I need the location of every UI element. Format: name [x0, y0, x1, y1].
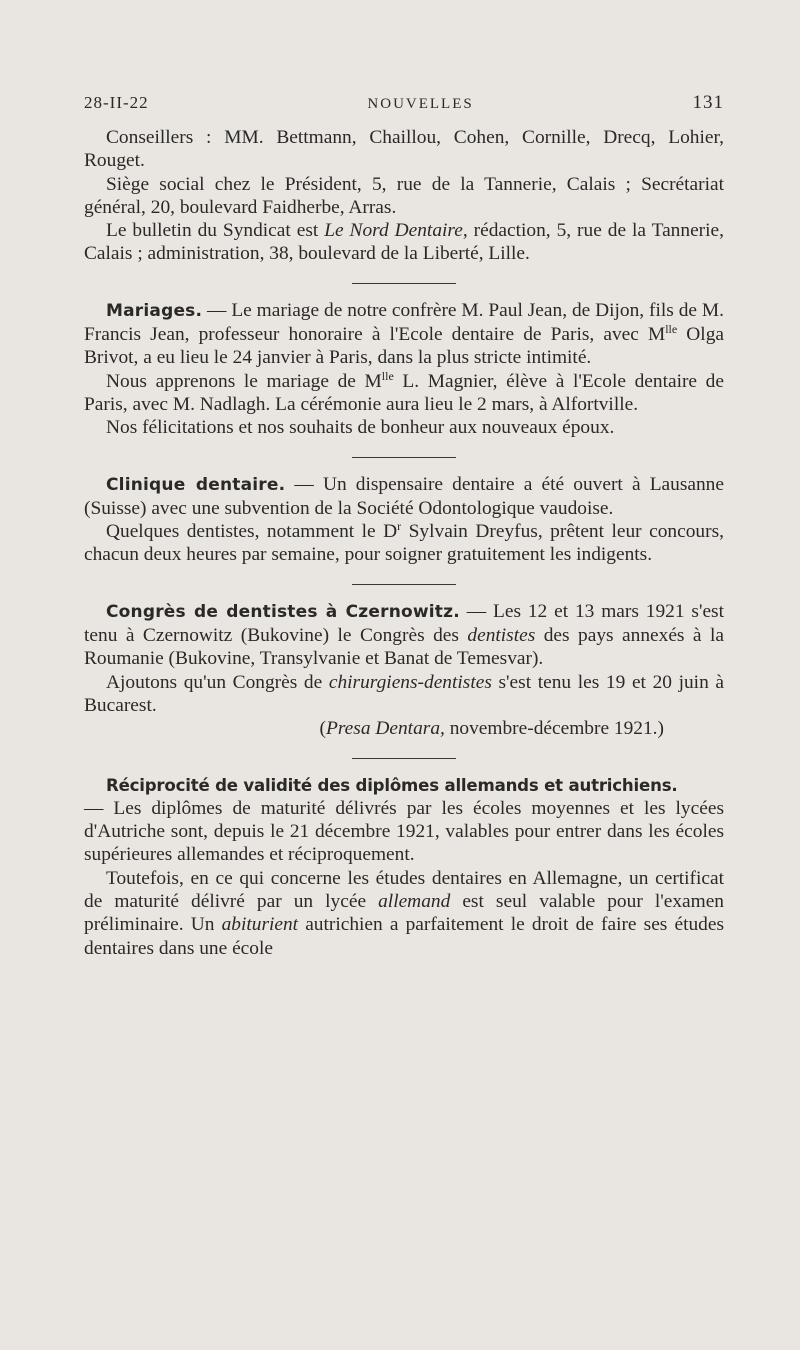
- journal-title: Le Nord Dentaire: [324, 220, 463, 242]
- paragraph-reciprocite-2: Toutefois, en ce qui concerne les études dentaires en Allemagne, un certificat de maturité délivré par un lycée allemand est seul valable pour l'examen préliminaire. Un abiturient autrichien a parfaitement le droit de faire ses études dentaires dans une école: [84, 867, 725, 959]
- paragraph-congres-2: Ajoutons qu'un Congrès de chirurgiens-dentistes s'est tenu les 19 et 20 juin à Bucarest.: [84, 671, 724, 716]
- paragraph-mariages-3: Nos félicitations et nos souhaits de bonheur aux nouveaux époux.: [106, 417, 615, 439]
- source-citation: (Presa Dentara, novembre-décembre 1921.): [319, 718, 664, 740]
- paragraph-siege-social: Siège social chez le Président, 5, rue de la Tannerie, Calais ; Secrétariat général, 20, boulevard Faidherbe, Arras.: [84, 173, 724, 218]
- paragraph-clinique-1: Clinique dentaire. — Un dispensaire dentaire a été ouvert à Lausanne (Suisse) avec une subvention de la Société Odontologique vaudoise.: [84, 473, 724, 519]
- section-heading-congres: Congrès de dentistes à Czernowitz.: [106, 601, 460, 622]
- body-text: [84, 126, 724, 960]
- page-number: 131: [692, 92, 724, 113]
- paragraph-clinique-2: Quelques dentistes, notamment le $D^r$ Sylvain Dreyfus, prêtent leur concours, chacun deux heures par semaine, pour soigner gratuitement les indigents.: [84, 519, 724, 566]
- section-heading-clinique: Clinique dentaire.: [106, 474, 286, 495]
- paragraph-congres-1: Congrès de dentistes à Czernowitz. — Les 12 et 13 mars 1921 s'est tenu à Czernowitz (Bukovine) le Congrès des dentistes des pays annexés à la Roumanie (Bukovine, Transylvanie et Banat de Temesvar).: [84, 600, 724, 670]
- running-head: [84, 92, 724, 114]
- paragraph-reciprocite-heading: [84, 774, 724, 797]
- paragraph-bulletin: Le bulletin du Syndicat est Le Nord Dentaire, rédaction, 5, rue de la Tannerie, Calais ; administration, 38, boulevard de la Liberté, Lille.: [84, 220, 724, 265]
- section-heading-mariages: Mariages.: [106, 300, 203, 321]
- paragraph-conseillers: Conseillers : MM. Bettmann, Chaillou, Cohen, Cornille, Drecq, Lohier, Rouget.: [84, 127, 724, 172]
- paragraph-reciprocite-1: — Les diplômes de maturité délivrés par les écoles moyennes et les lycées d'Autriche sont, depuis le 21 décembre 1921, valables pour entrer dans les écoles supérieures allemandes et réciproquement.: [84, 797, 724, 866]
- section-heading-reciprocite: Réciprocité de validité des diplômes allemands et autrichiens.: [106, 775, 678, 795]
- paragraph-mariages-1: Mariages. — Le mariage de notre confrère M. Paul Jean, de Dijon, fils de M. Francis Jean, professeur honoraire à l'Ecole dentaire de Paris, avec $M^{lle}$ Olga Brivot, a eu lieu le 24 janvier à Paris, dans la plus stricte intimité.: [84, 299, 724, 369]
- paragraph-mariages-2: Nous apprenons le mariage de $M^{lle}$ L. Magnier, élève à l'Ecole dentaire de Paris, avec M. Nadlagh. La cérémonie aura lieu le 2 mars, à Alfortville.: [84, 368, 724, 415]
- running-head-title: NOUVELLES: [367, 96, 474, 112]
- running-head-date: 28-II-22: [84, 93, 149, 112]
